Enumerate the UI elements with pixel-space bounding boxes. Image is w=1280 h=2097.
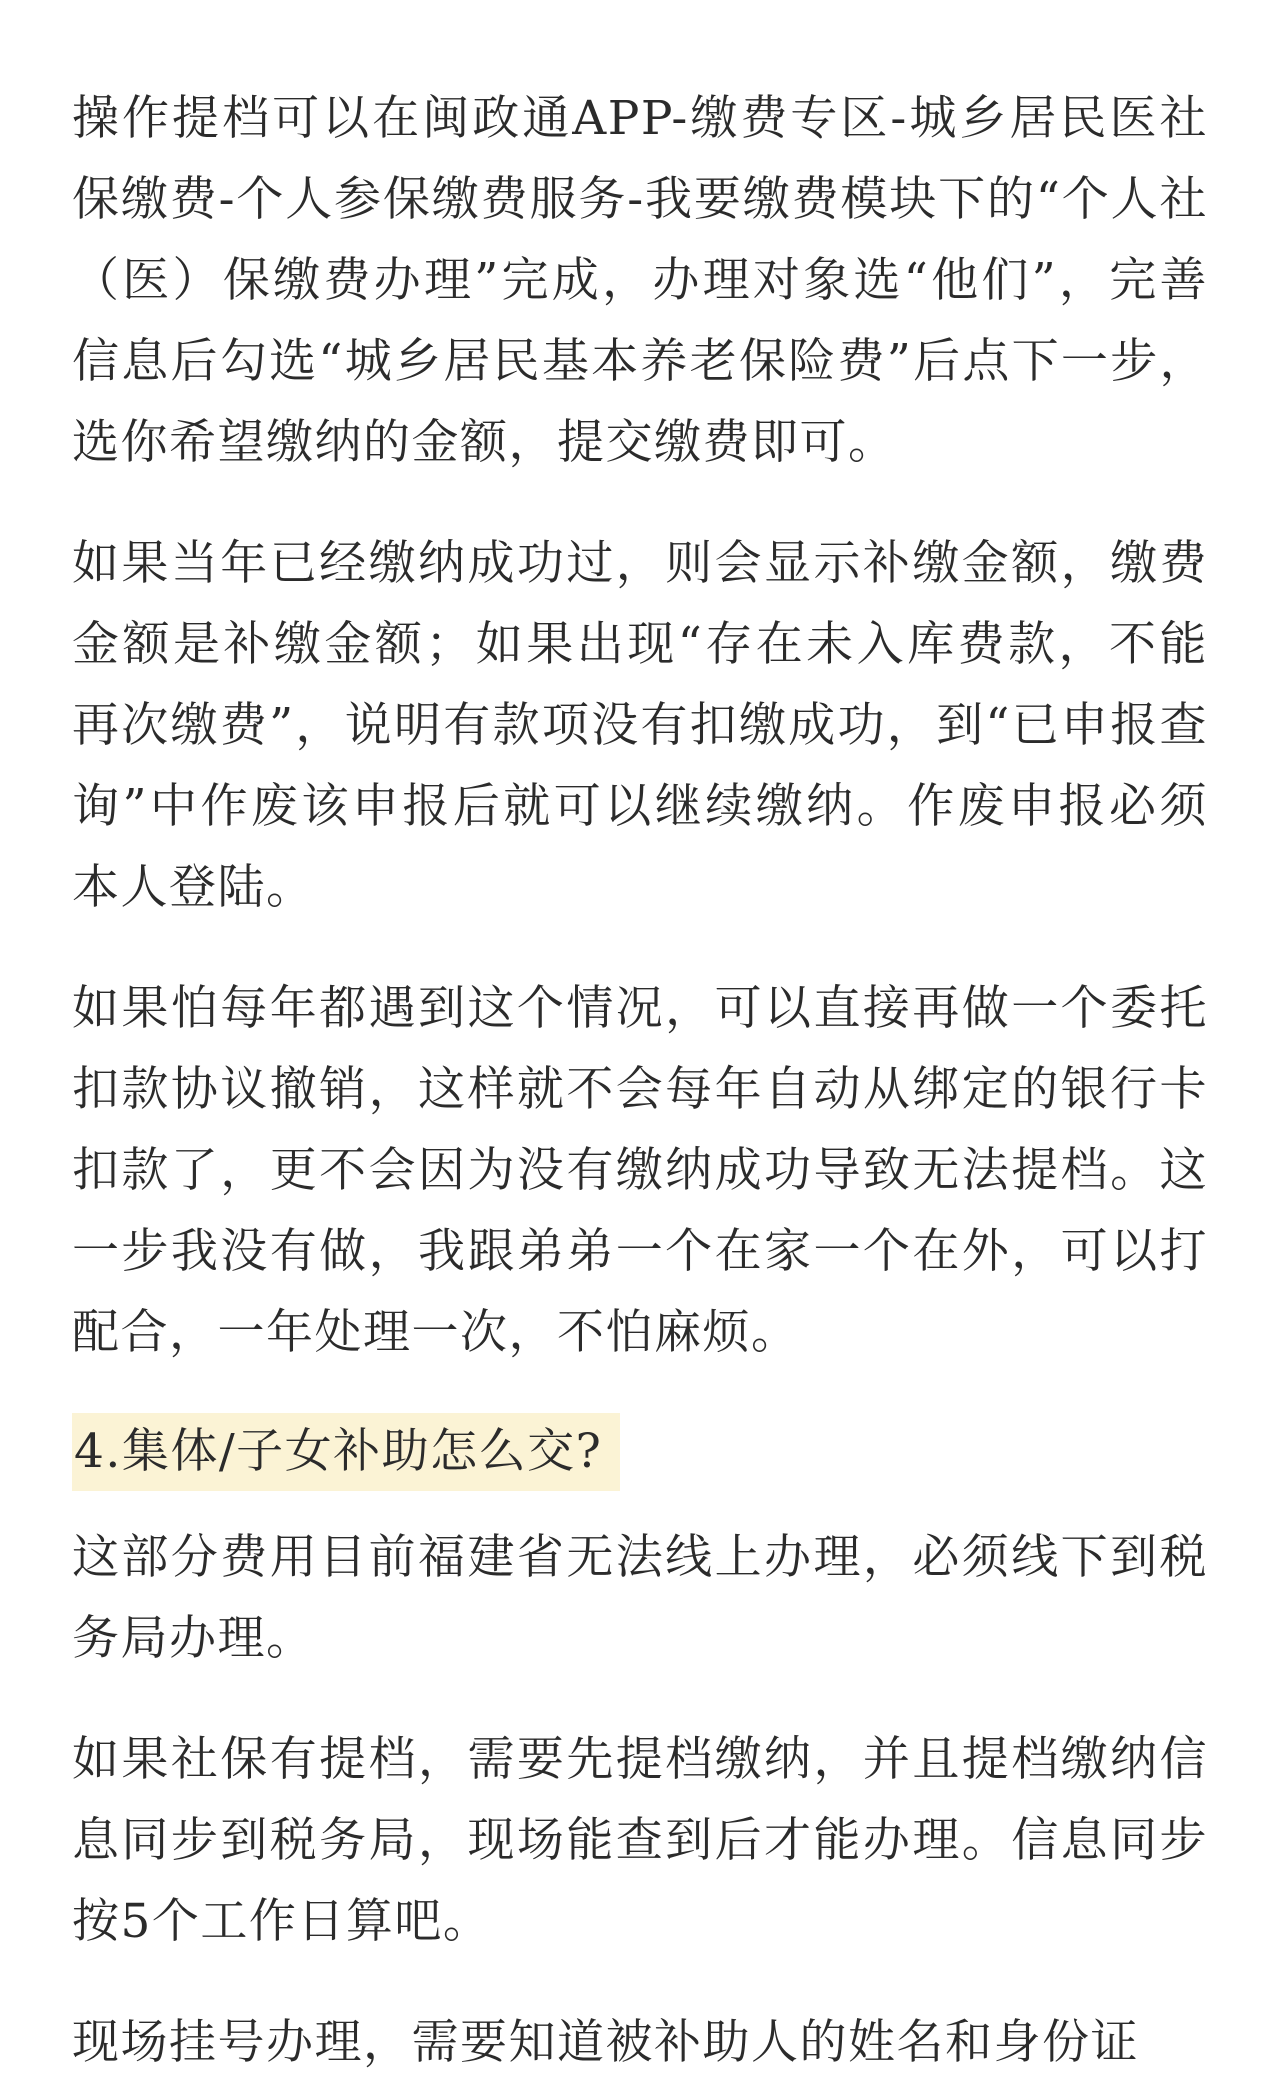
paragraph-onsite-registration: 现场挂号办理，需要知道被补助人的姓名和身份证	[72, 2015, 1139, 2070]
paragraph-archive-steps: 操作提档可以在闽政通APP-缴费专区-城乡居民医社保缴费-个人参保缴费服务-我要缴费模块下的“个人社（医）保缴费办理”完成，办理对象选“他们”，完善信息后勾选“城乡居民基本养老保险费”后点下一步，选你希望缴纳的金额，提交缴费即可。	[72, 91, 1208, 470]
paragraph-cancel-agreement: 如果怕每年都遇到这个情况，可以直接再做一个委托扣款协议撤销，这样就不会每年自动从绑定的银行卡扣款了，更不会因为没有缴纳成功导致无法提档。这一步我没有做，我跟弟弟一个在家一个在外，可以打配合，一年处理一次，不怕麻烦。	[72, 981, 1208, 1360]
section-heading-wrapper	[72, 1413, 1208, 1491]
section-heading: 4.集体/子女补助怎么交?	[72, 1413, 620, 1491]
paragraph-sync-info: 如果社保有提档，需要先提档缴纳，并且提档缴纳信息同步到税务局，现场能查到后才能办理。信息同步按5个工作日算吧。	[72, 1732, 1208, 1949]
paragraph-supplement-payment: 如果当年已经缴纳成功过，则会显示补缴金额，缴费金额是补缴金额；如果出现“存在未入库费款，不能再次缴费”，说明有款项没有扣缴成功，到“已申报查询”中作废该申报后就可以继续缴纳。作废申报必须本人登陆。	[72, 536, 1208, 915]
paragraph-offline-only: 这部分费用目前福建省无法线上办理，必须线下到税务局办理。	[72, 1530, 1208, 1666]
